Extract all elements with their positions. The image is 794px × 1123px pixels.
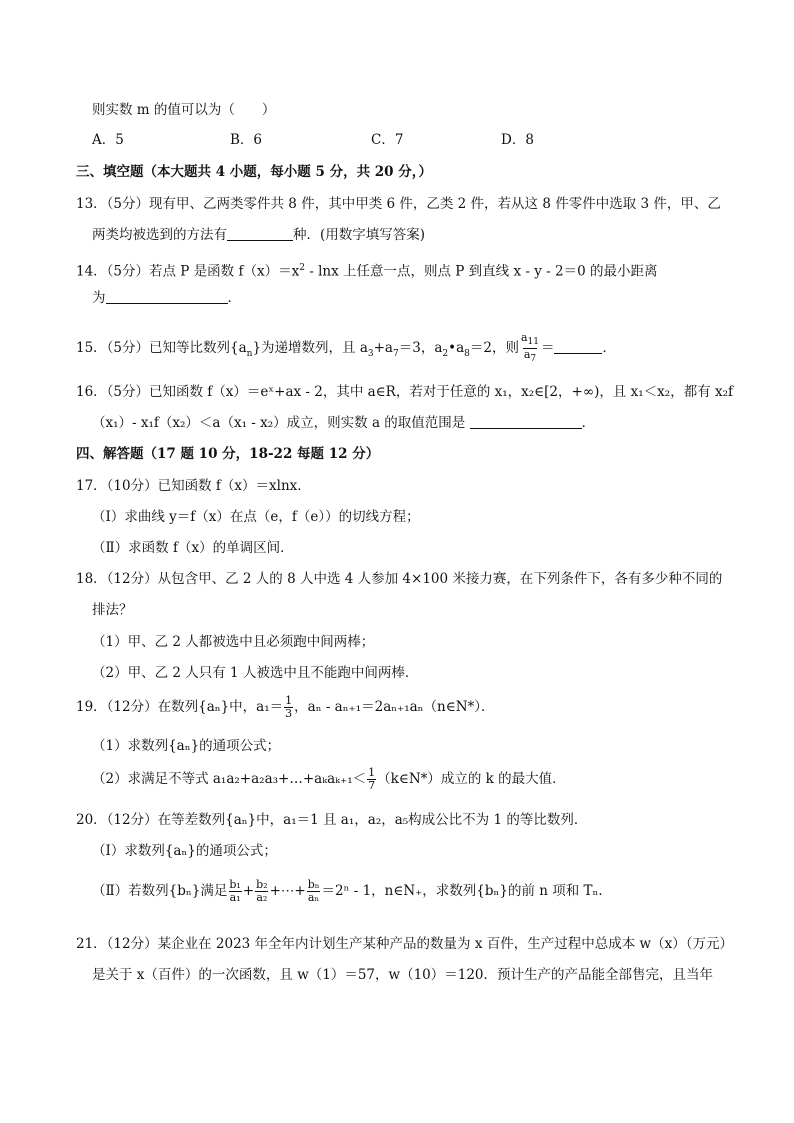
- q19-suffix: ，aₙ - aₙ₊₁＝2aₙ₊₁aₙ（n∈N*）．: [294, 699, 495, 715]
- q21-line-2: 是关于 x（百件）的一次函数，且 w（1）＝57，w（10）＝120．预计生产的产品能全部售完，且当年: [92, 967, 714, 983]
- q15-text-4: ＝3，a: [398, 340, 443, 357]
- q12-option-a[interactable]: A．5: [92, 132, 124, 148]
- q15-end: ．: [602, 340, 616, 357]
- q20-line-1: 20．（12分）在等差数列{aₙ}中，a₁＝1 且 a₁，a₂，a₅构成公比不为 1 的等比数列．: [76, 812, 588, 828]
- q14-text: 为: [92, 290, 106, 306]
- q20-f1-den: a₁: [229, 891, 241, 904]
- q20-f2-den: a₂: [256, 891, 268, 904]
- q19-p2-frac-num: 1: [368, 766, 376, 779]
- q20-fraction-2: [255, 879, 268, 904]
- q19-fraction: [284, 695, 293, 720]
- q18-line-1: 18．（12分）从包含甲、乙 2 人的 8 人中选 4 人参加 4×100 米接力赛，在下列条件下，各有多少种不同的: [76, 571, 723, 587]
- q15-equals: ＝: [540, 340, 555, 357]
- q20-part-2-text: （Ⅱ）若数列{bₙ}满足: [92, 883, 228, 899]
- q14-suffix: - lnx 上任意一点，则点 P 到直线 x - y - 2＝0 的最小距离: [304, 263, 658, 280]
- q20-dots: +⋯+: [269, 883, 306, 899]
- q18-part-2: （2）甲、乙 2 人只有 1 人被选中且不能跑中间两棒．: [92, 665, 419, 681]
- q12-option-b[interactable]: B．6: [230, 132, 263, 148]
- q20-part-2: （Ⅱ）若数列{bₙ}满足 $\frac{\text{b₁}}{\text{a₁}}$ + $\frac{\text{b₂}}{\text{a₂}}$ +⋯+ $\frac{\text{bₙ}}{\text{aₙ}}$ ＝2ⁿ - 1，n∈N₊，求数列{bₙ}的前 n 项和 Tₙ．: [92, 878, 612, 904]
- q19-part-2: [92, 764, 566, 794]
- section-3-heading: 三、填空题（本大题共 4 小题，每小题 5 分，共 20 分，）: [76, 164, 433, 180]
- q12-option-c[interactable]: C．7: [371, 132, 404, 148]
- q12-option-d[interactable]: D．8: [501, 132, 534, 148]
- q14-line-2: [92, 288, 241, 308]
- q19-part-1: （1）求数列{aₙ}的通项公式；: [92, 738, 281, 754]
- q15-sub-3: 3: [367, 348, 374, 359]
- q13-text-end: 种．(用数字填写答案): [293, 227, 426, 243]
- q15-frac-den-sub: 7: [530, 354, 537, 365]
- q15-text-1: 15．（5分）已知等比数列{a: [76, 340, 247, 357]
- q19-part-2-fraction: [367, 767, 376, 792]
- q14-line-1: [76, 258, 657, 282]
- q15-sub-n: n: [246, 348, 253, 359]
- q19-prefix: 19．（12分）在数列{aₙ}中，a₁＝: [76, 699, 284, 715]
- q17-title: 17．（10分）已知函数 f（x）＝xlnx．: [76, 478, 311, 494]
- q20-fraction-3: [307, 879, 321, 904]
- q14-prefix: 14．（5分）若点 P 是函数 f（x）＝x: [76, 263, 300, 280]
- q12-stem-tail: 则实数 m 的值可以为（ ）: [92, 102, 276, 118]
- q15-line: [76, 332, 616, 368]
- q15-text-5: •a: [448, 340, 465, 357]
- q15-answer-blank[interactable]: [554, 339, 602, 354]
- q14-text-end: ．: [227, 290, 241, 306]
- q16-text-end: ．: [581, 415, 596, 431]
- q17-part-2: （Ⅱ）求函数 f（x）的单调区间．: [92, 540, 294, 556]
- q19-p2-frac-den: 7: [368, 779, 376, 792]
- q19-part-2-text: （2）求满足不等式 a₁a₂+a₂a₃+…+aₖaₖ₊₁＜: [92, 771, 367, 787]
- q20-f3-den: aₙ: [307, 891, 320, 904]
- q12-options: [92, 130, 652, 150]
- q13-answer-blank[interactable]: [227, 226, 293, 241]
- q16-answer-blank[interactable]: [470, 414, 582, 429]
- q20-part-2-end: ＝2ⁿ - 1，n∈N₊，求数列{bₙ}的前 n 项和 Tₙ．: [321, 883, 612, 899]
- q15-fraction: [520, 332, 540, 365]
- q15-frac-num: a: [520, 331, 528, 344]
- q18-part-1: （1）甲、乙 2 人都被选中且必须跑中间两棒；: [92, 634, 375, 650]
- q13-line-1: 13．（5分）现有甲、乙两类零件共 8 件，其中甲类 6 件，乙类 2 件，若从这 8 件零件中选取 3 件，甲、乙: [76, 196, 721, 212]
- q17-part-1: （Ⅰ）求曲线 y＝f（x）在点（e，f（e））的切线方程；: [92, 509, 420, 525]
- q19-frac-den: 3: [285, 707, 293, 720]
- q15-frac-den: a: [523, 348, 531, 362]
- q18-line-2: 排法？: [92, 602, 133, 618]
- q19-part-2-end: （k∈N*）成立的 k 的最大值．: [377, 771, 566, 787]
- q20-f2-num: b₂: [256, 878, 268, 891]
- q16-line-1: 16．（5分）已知函数 f（x）＝eˣ+ax - 2，其中 a∈R，若对于任意的 x₁，x₂∈[2，+∞)，且 x₁＜x₂，都有 x₂f: [76, 384, 734, 400]
- section-4-heading: 四、解答题（17 题 10 分，18-22 每题 12 分）: [76, 446, 380, 462]
- q21-line-1: 21．（12分）某企业在 2023 年全年内计划生产某种产品的数量为 x 百件，生产过程中总成本 w（x）（万元）: [76, 936, 733, 952]
- q19-frac-num: 1: [285, 694, 293, 707]
- q15-text-6: ＝2，则: [469, 340, 519, 357]
- q16-line-2: [92, 413, 595, 433]
- q15-sub-8: 8: [464, 348, 470, 359]
- q20-f1-num: b₁: [229, 878, 241, 891]
- q13-line-2: [92, 225, 425, 245]
- q15-sub-2: 2: [442, 348, 449, 359]
- q20-part-1: （Ⅰ）求数列{aₙ}的通项公式；: [92, 843, 277, 859]
- q15-frac-num-sub: 11: [527, 337, 539, 348]
- q15-text-2: }为递增数列，且 a: [252, 340, 368, 357]
- q15-text-3: +a: [373, 340, 393, 357]
- q19-line-1: [76, 692, 495, 722]
- q15-sub-7: 7: [393, 348, 399, 359]
- q20-f3-num: bₙ: [307, 878, 320, 891]
- q14-answer-blank[interactable]: [106, 289, 228, 304]
- q20-fraction-1: [228, 879, 241, 904]
- q14-superscript: 2: [299, 263, 305, 273]
- q16-text: （x₁）- x₁f（x₂）＜a（x₁ - x₂）成立，则实数 a 的取值范围是: [92, 415, 466, 431]
- q13-text: 两类均被选到的方法有: [92, 227, 227, 243]
